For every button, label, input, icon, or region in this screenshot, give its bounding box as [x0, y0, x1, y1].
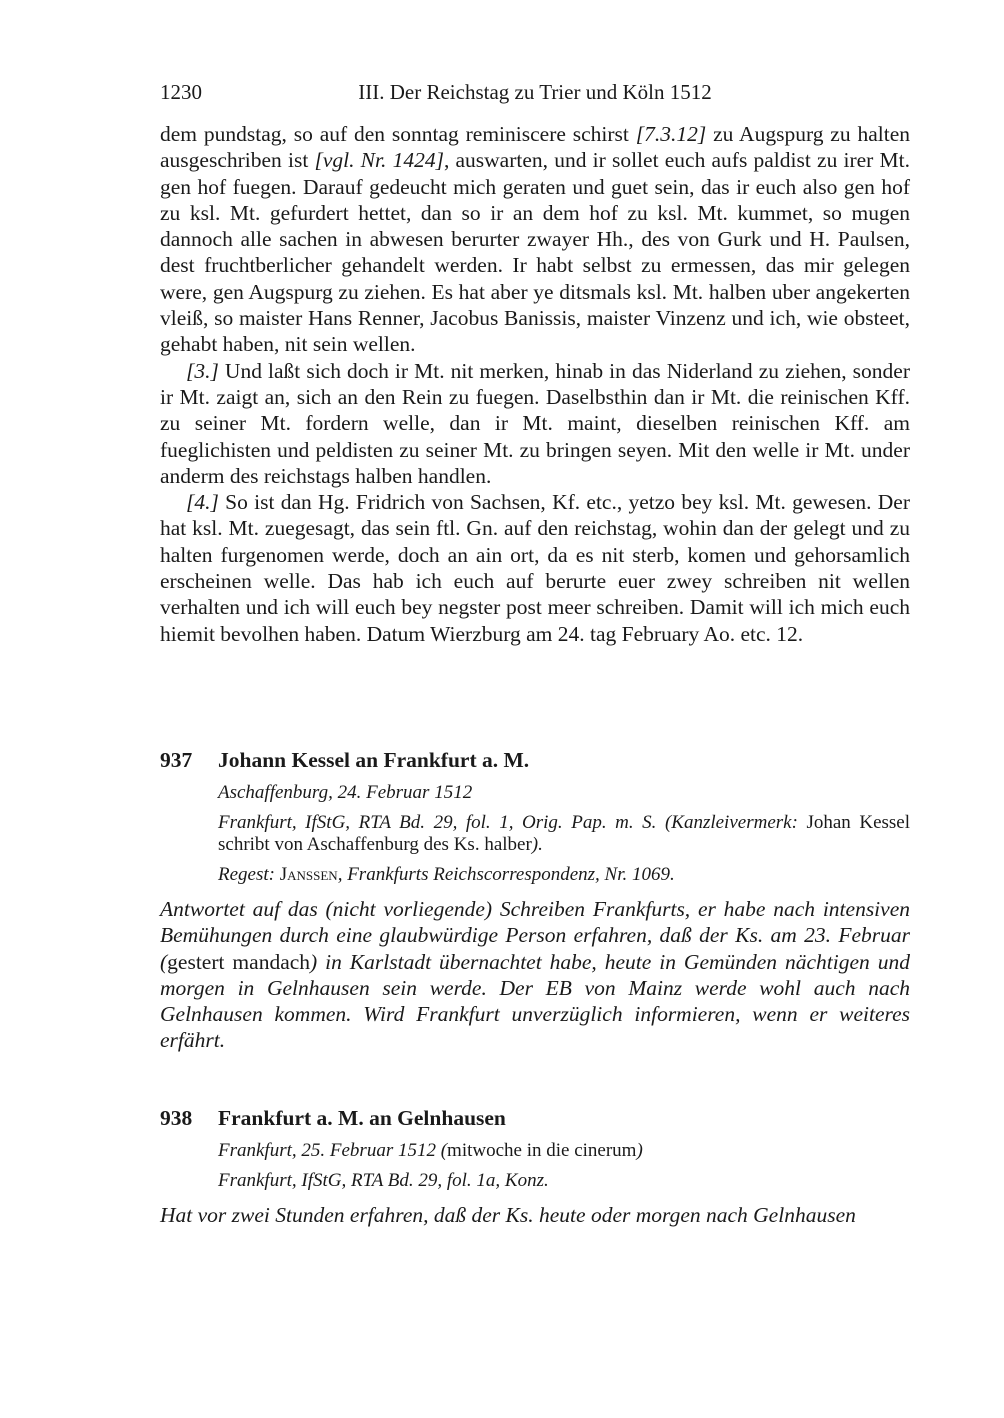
summary-quote: gestert mandach — [167, 949, 311, 974]
document-entry-938 — [160, 1104, 910, 1228]
date-quote: mitwoche in die cinerum — [447, 1140, 637, 1161]
summary-text: ) in Karlstadt übernachtet habe, heute in Gemünden nächtigen und morgen in Gelnhausen sein werde. Der EB von Mainz werde wohl auch nach Gelnhausen kommen. Wird Frankfurt unverzüglich informieren, wenn er weiteres erfährt. — [160, 949, 910, 1053]
date-place — [218, 1140, 910, 1162]
paragraph-4 — [160, 489, 910, 647]
entry-number: 937 — [160, 748, 193, 772]
source-text: Frankfurt, IfStG, RTA Bd. 29, fol. 1, Orig. Pap. m. S. (Kanzleivermerk: — [218, 812, 807, 833]
entry-number: 938 — [160, 1106, 193, 1130]
paragraph-text: So ist dan Hg. Fridrich von Sachsen, Kf. etc., yetzo bey ksl. Mt. gewesen. Der hat ksl. Mt. zuegesagt, das sein ftl. Gn. auf den reichstag, wohin dan der gelegt und zu halten furgenomen werde, doch an ain ort, da es nit sterb, komen und gehorsamlich erscheinen welle. Das hab ich euch auf berurte euer zwey schreiben nit wellen verhalten und ich will euch bey negster post meer schreiben. Damit will ich mich euch hiemit bevolhen haben. Datum Wierzburg am 24. tag February Ao. etc. 12. — [160, 490, 910, 646]
entry-title: Frankfurt a. M. an Gelnhausen — [218, 1106, 506, 1130]
letter-continuation — [160, 121, 910, 647]
date-text: Frankfurt, 25. Februar 1512 ( — [218, 1140, 448, 1161]
paragraph-text: , auswarten, und ir sollet euch aufs paldist zu irer Mt. gen hof fuegen. Darauf gedeucht mich geraten und guet sein, das ir euch also gen hof zu ksl. Mt. gefurdert hettet, dan so ir an dem hof zu ksl. Mt. kummet, so mugen dannoch alle sachen in abwesen berurter zwayer Hh., des von Gurk und H. Paulsen, dest fruchtberlicher gehandelt werden. Ir habt selbst zu ermessen, das mir gelegen were, gen Augspurg zu ziehen. Es hat aber ye ditsmals ksl. Mt. halben uber angekerten vleiß, so maister Hans Renner, Jacobus Banissis, maister Vinzenz und ich, wie obsteet, gehabt haben, nit sein wellen. — [160, 148, 910, 357]
entry-summary: Hat vor zwei Stunden erfahren, daß der Ks. heute oder morgen nach Gelnhausen — [160, 1203, 856, 1227]
summary-text: Antwortet auf das (nicht vorliegende) Schreiben Frankfurts, er habe nach intensiven Bemühungen durch eine glaubwürdige Person erfahren, daß der Ks. am 23. Februar ( — [160, 897, 910, 974]
running-title: III. Der Reichstag zu Trier und Köln 1512 — [358, 80, 712, 104]
source-reference: Frankfurt, IfStG, RTA Bd. 29, fol. 1a, Konz. — [218, 1170, 549, 1191]
paragraph-text: zu Augspurg zu halten ausgeschriben ist — [160, 122, 910, 173]
regest-title: , Frankfurts Reichscorrespondenz, Nr. 1069. — [337, 864, 675, 885]
paragraph-text: Und laßt sich doch ir Mt. nit merken, hinab in das Niderland zu ziehen, sonder ir Mt. zaigt an, sich an den Rein zu fuegen. Daselbsthin dan ir Mt. die reinischen Kff. zu seiner Mt. fordern welle, dan ir Mt. maint, dieselben reinischen Kff. am fueglichisten und peldisten zu seiner Mt. zu bringen seyen. Mit den welle ir Mt. under anderm des reichstags halben handlen. — [160, 358, 910, 488]
paragraph-3 — [160, 358, 910, 489]
cross-reference: [vgl. Nr. 1424] — [314, 148, 444, 173]
page-number: 1230 — [160, 80, 202, 104]
entry-title: Johann Kessel an Frankfurt a. M. — [218, 748, 530, 772]
paragraph-continuation — [160, 121, 910, 358]
paragraph-text: dem pundstag, so auf den sonntag reminiscere schirst — [160, 122, 636, 146]
entry-heading — [160, 746, 910, 774]
chancery-note: Johan Kessel schribt von Aschaffenburg des Ks. halber — [218, 812, 911, 855]
entry-heading — [160, 1104, 910, 1132]
regest-label: Regest: — [218, 864, 280, 885]
entry-summary — [160, 896, 910, 1054]
source-reference — [218, 812, 910, 856]
entry-metadata — [218, 782, 910, 886]
date-annotation: [7.3.12] — [635, 122, 707, 146]
paragraph-marker: [3.] — [186, 358, 219, 383]
paragraph-marker: [4.] — [186, 490, 219, 515]
document-entry-937 — [160, 746, 910, 1054]
page-header — [160, 80, 910, 108]
date-place: Aschaffenburg, 24. Februar 1512 — [218, 782, 473, 803]
regest-reference — [218, 864, 910, 886]
regest-author: Janssen — [279, 864, 338, 885]
source-close: ). — [531, 834, 543, 855]
date-close: ) — [636, 1140, 643, 1161]
entry-metadata — [218, 1140, 910, 1192]
